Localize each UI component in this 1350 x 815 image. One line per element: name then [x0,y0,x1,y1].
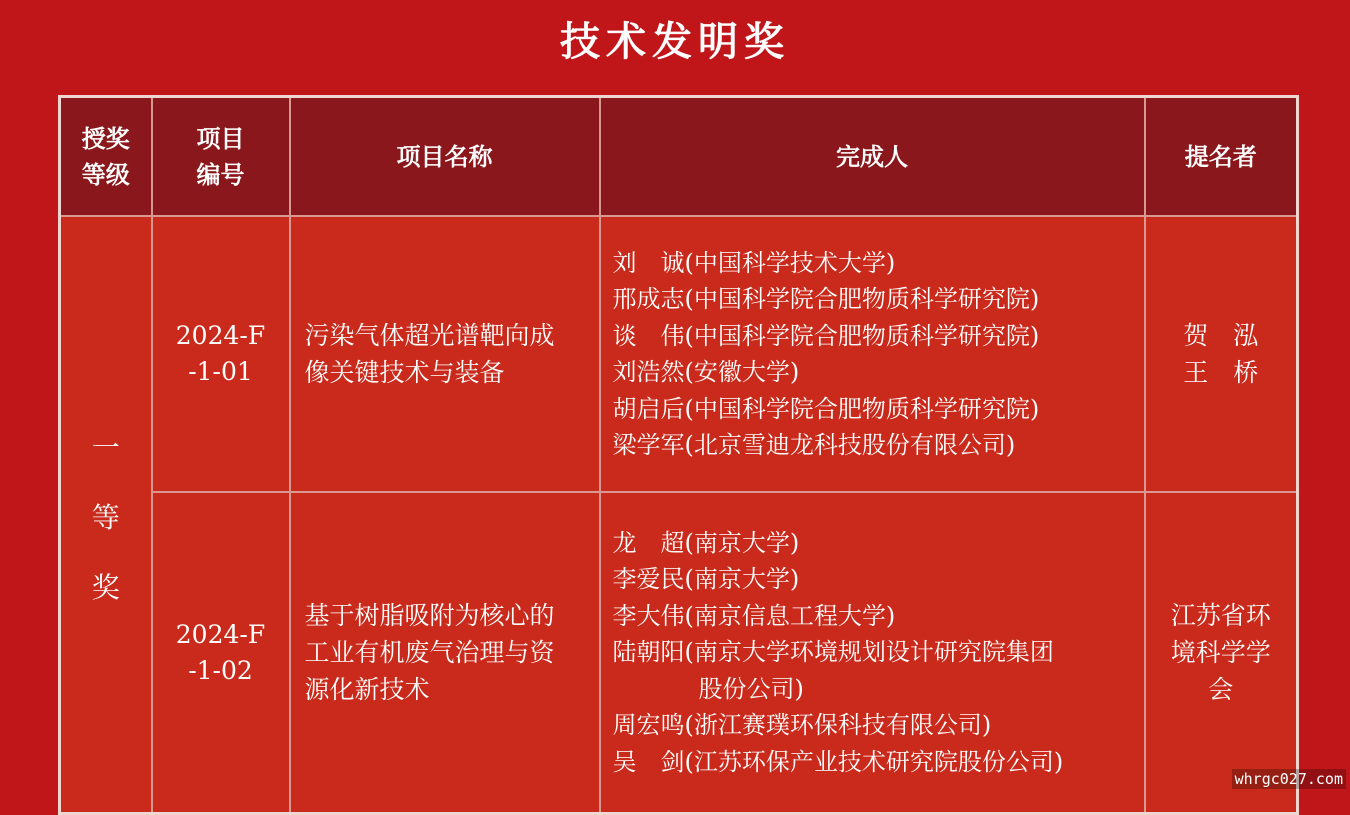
grade-char: 等 [91,501,120,534]
project-code-cell: 2024-F -1-02 [152,492,290,813]
header-nominator: 提名者 [1145,97,1298,217]
table-header-row [60,97,1298,217]
table-row [60,492,1298,813]
header-completers: 完成人 [600,97,1145,217]
award-table [58,95,1299,815]
completer: 周宏鸣(浙江赛璞环保科技有限公司) [612,711,992,740]
completer: 梁学军(北京雪迪龙科技股份有限公司) [612,431,1016,460]
completers-cell [600,216,1145,492]
completer: 股份公司) [698,674,804,703]
table-row [60,216,1298,492]
completer: 陆朝阳(南京大学环境规划设计研究院集团 [612,638,1054,667]
completer: 胡启后(中国科学院合肥物质科学研究院) [612,394,1040,423]
project-name-cell: 基于树脂吸附为核心的 工业有机废气治理与资 源化新技术 [290,492,600,813]
nominator-cell: 贺 泓 王 桥 [1145,216,1298,492]
watermark: whrgc027.com [1232,769,1346,789]
grade-char: 一 [91,431,120,464]
header-code: 项目 编号 [152,97,290,217]
completers-cell [600,492,1145,813]
page-title: 技术发明奖 [560,19,790,65]
grade-char: 奖 [91,571,120,604]
completer: 刘 诚(中国科学技术大学) [612,248,896,277]
nominator-cell: 江苏省环 境科学学 会 [1145,492,1298,813]
completer: 吴 剑(江苏环保产业技术研究院股份公司) [612,747,1064,776]
completer: 谈 伟(中国科学院合肥物质科学研究院) [612,321,1040,350]
award-grade-cell [60,216,152,814]
completer: 龙 超(南京大学) [612,528,800,557]
completer: 李大伟(南京信息工程大学) [612,601,896,630]
completer: 邢成志(中国科学院合肥物质科学研究院) [612,285,1040,314]
completer: 李爱民(南京大学) [612,565,800,594]
project-code-cell: 2024-F -1-01 [152,216,290,492]
project-name-cell: 污染气体超光谱靶向成 像关键技术与装备 [290,216,600,492]
header-project-name: 项目名称 [290,97,600,217]
header-grade: 授奖 等级 [60,97,152,217]
completer: 刘浩然(安徽大学) [612,358,800,387]
